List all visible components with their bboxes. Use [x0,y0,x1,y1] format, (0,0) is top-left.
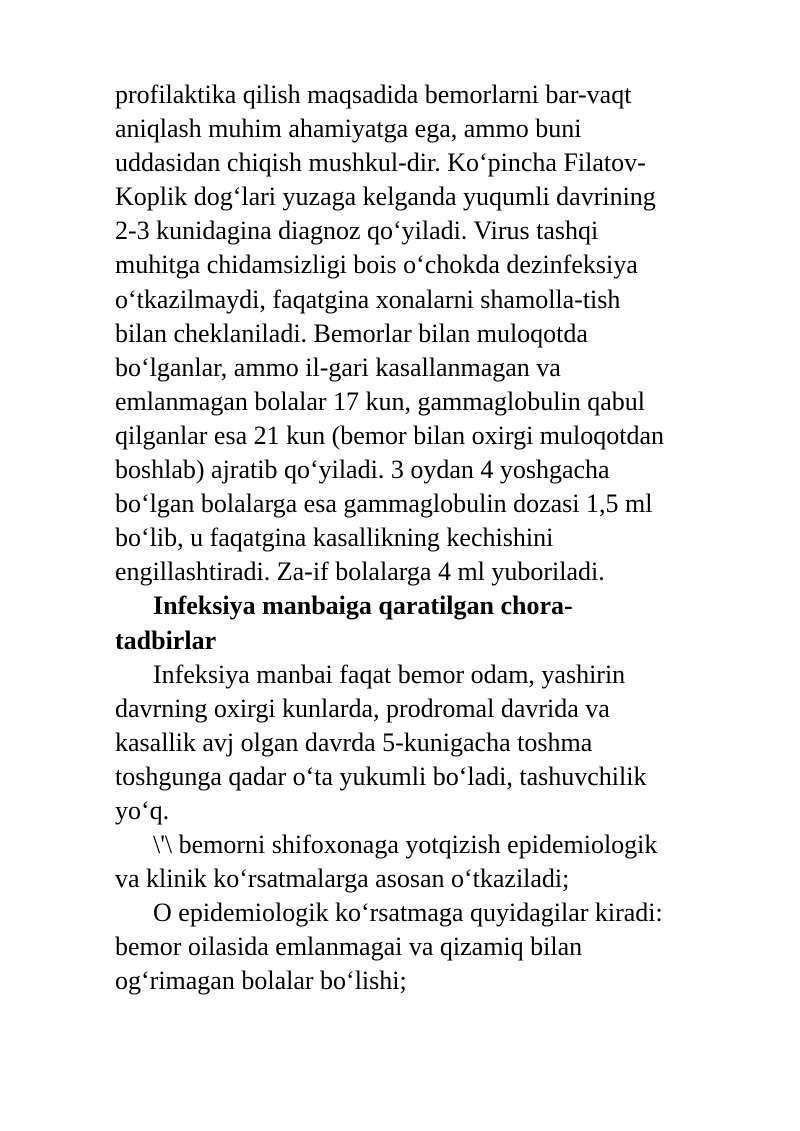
text-line: Infeksiya manbai faqat bemor odam, yashirin [153,659,626,689]
text-line: emlanmagan bolalar 17 kun, gammaglobulin qabul [115,386,645,416]
text-line: o‘tkazilmaydi, faqatgina xonalarni shamolla-tish [115,284,621,314]
text-line: yo‘q. [115,795,170,825]
heading-line: Infeksiya manbaiga qaratilgan chora- [153,591,573,621]
paragraph-infection-source [115,658,755,828]
text-line: Koplik dog‘lari yuzaga kelganda yuqumli davrining [115,182,656,212]
text-line: boshlab) ajratib qo‘yiladi. 3 oydan 4 yoshgacha [115,455,610,485]
text-line: kasallik avj olgan davrda 5-kunigacha toshma [115,727,593,757]
document-body [115,78,755,999]
text-line: uddasidan chiqish mushkul-dir. Ko‘pincha Filatov- [115,148,646,178]
text-line: bemor oilasida emlanmagai va qizamiq bilan [115,932,583,962]
text-line: bilan cheklaniladi. Bemorlar bilan muloqotda [115,318,588,348]
text-line: muhitga chidamsizligi bois o‘chokda dezinfeksiya [115,250,638,280]
text-line: toshgunga qadar o‘ta yukumli bo‘ladi, tashuvchilik [115,761,647,791]
text-line: bo‘lganlar, ammo il-gari kasallanmagan va [115,352,561,382]
paragraph-prevention [115,78,755,589]
text-line: \'\ bemorni shifoxonaga yotqizish epidemiologik [153,830,658,860]
text-line: bo‘lgan bolalarga esa gammaglobulin dozasi 1,5 ml [115,489,653,519]
text-line: og‘rimagan bolalar bo‘lishi; [115,966,407,996]
paragraph-hospitalization [115,828,755,896]
text-line: profilaktika qilish maqsadida bemorlarni bar-vaqt [115,80,632,109]
text-line: va klinik ko‘rsatmalarga asosan o‘tkaziladi; [115,864,570,894]
text-line: qilganlar esa 21 kun (bemor bilan oxirgi muloqotdan [115,420,665,450]
text-line: davrning oxirgi kunlarda, prodromal davrida va [115,693,610,723]
text-line: O epidemiologik ko‘rsatmaga quyidagilar kiradi: [153,898,663,928]
text-line: bo‘lib, u faqatgina kasallikning kechishini [115,523,554,553]
text-line: 2-3 kunidagina diagnoz qo‘yiladi. Virus tashqi [115,216,599,246]
section-heading [115,589,755,657]
paragraph-epidemiological-indications [115,896,755,998]
text-line: aniqlash muhim ahamiyatga ega, ammo buni [115,114,582,144]
heading-line: tadbirlar [115,625,217,655]
text-line: engillashtiradi. Za-if bolalarga 4 ml yuboriladi. [115,557,605,587]
